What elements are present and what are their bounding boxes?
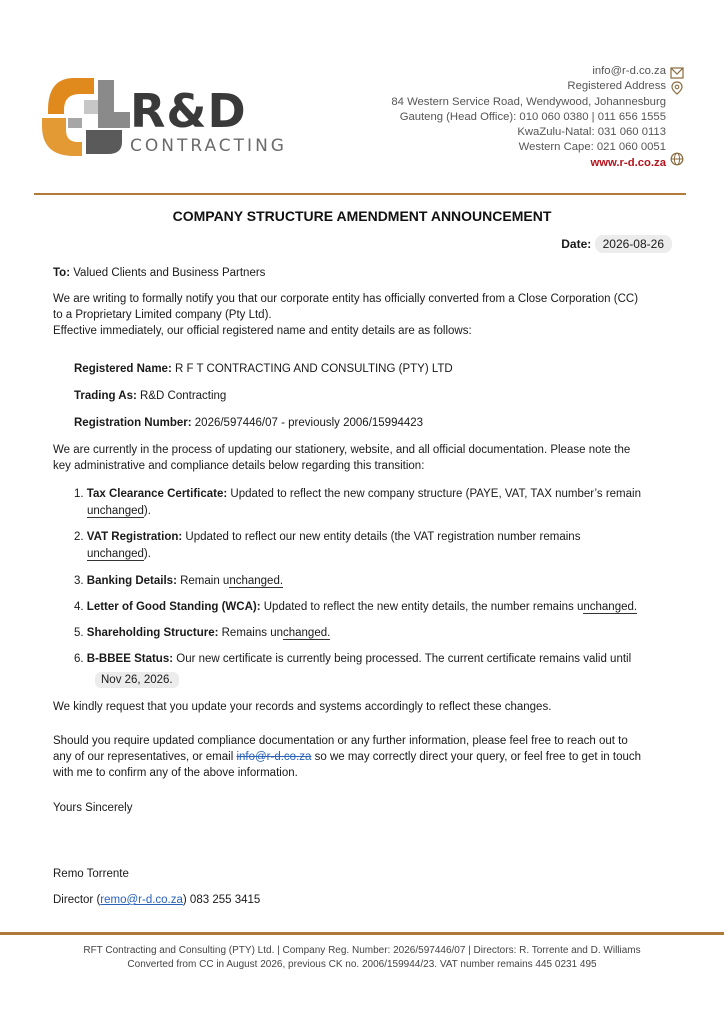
to-value: Valued Clients and Business Partners: [73, 267, 266, 279]
to-label: To:: [53, 267, 71, 279]
list-item-text: Our new certificate is currently being processed. The current certificate remains valid until: [176, 653, 632, 665]
update-paragraph: [53, 442, 673, 474]
list-item: [74, 573, 669, 590]
list-item-number: 1.: [74, 488, 84, 500]
date-value: 2026-08-26: [595, 235, 672, 253]
trading-as-line: [74, 388, 694, 404]
list-item-text: Remain u: [180, 575, 230, 587]
globe-icon: [670, 152, 684, 166]
trading-as-label: Trading As:: [74, 390, 137, 402]
contact-line-2-post: so we may correctly direct your query, or feel free to get in touch: [311, 751, 642, 763]
list-item-underlined: nchanged.: [583, 601, 638, 613]
list-item-tail: ).: [143, 547, 151, 560]
contact-email[interactable]: info@r-d.co.za: [592, 65, 666, 77]
registration-number-value: 2026/597446/07 - previously 2006/15994423: [194, 417, 424, 429]
sign-off: Yours Sincerely: [53, 802, 133, 814]
list-item-underlined: unchanged: [87, 504, 144, 517]
list-item-text: Remains un: [221, 627, 283, 639]
logo-wordmark: R&D: [130, 84, 247, 138]
list-item-text: Updated to reflect the new entity details, the number remains u: [263, 601, 584, 613]
to-line: [53, 265, 673, 281]
contact-line-2-pre: any of our representatives, or email: [53, 751, 237, 763]
list-item: [74, 651, 669, 688]
footer-line-2: Converted from CC in August 2026, previous CK no. 2006/159944/23. VAT number remains 445 0231 495: [127, 959, 597, 970]
list-item-number: 6.: [74, 653, 84, 665]
request-paragraph: We kindly request that you update your records and systems accordingly to reflect these changes.: [53, 701, 552, 713]
list-item-label: Shareholding Structure:: [86, 627, 219, 639]
contact-line-2: [53, 749, 673, 765]
contact-line-3: with me to confirm any of the above information.: [53, 767, 298, 779]
list-item: [74, 529, 669, 562]
signer-email-link[interactable]: remo@r-d.co.za: [100, 894, 183, 906]
update-line-2: key administrative and compliance details below regarding this transition:: [53, 460, 425, 472]
intro-line-2: to a Proprietary Limited company (Pty Ltd).: [53, 309, 272, 321]
signer-title-post: ) 083 255 3415: [182, 894, 261, 906]
bbbee-expiry-date: Nov 26, 2026.: [95, 672, 179, 688]
mail-icon: [670, 66, 684, 80]
logo-emblem-icon: [34, 70, 134, 160]
registration-number-label: Registration Number:: [74, 417, 192, 429]
footer-line-1: RFT Contracting and Consulting (PTY) Ltd. | Company Reg. Number: 2026/597446/07 | Directors: R. Torrente and D. Williams: [83, 945, 641, 956]
footer: [0, 944, 724, 972]
list-item-underlined: unchanged: [87, 547, 144, 560]
intro-paragraph: [53, 291, 673, 339]
trading-as-value: R&D Contracting: [140, 390, 227, 402]
location-pin-icon: [670, 81, 684, 95]
list-item-label: Letter of Good Standing (WCA):: [86, 601, 261, 613]
list-item-number: 5.: [74, 627, 84, 639]
contact-gauteng: Gauteng (Head Office): 010 060 0380 | 011 656 1555: [399, 110, 666, 123]
update-line-1: We are currently in the process of updating our stationery, website, and all official documentation. Please note the: [53, 444, 631, 456]
date-line: [561, 237, 672, 251]
registration-number-line: [74, 415, 694, 431]
intro-line-3: Effective immediately, our official registered name and entity details are as follows:: [53, 325, 472, 337]
contact-paragraph: [53, 733, 673, 781]
list-item-label: VAT Registration:: [86, 531, 183, 543]
list-item-label: B-BBEE Status:: [86, 653, 174, 665]
info-email-link[interactable]: info@r-d.co.za: [236, 751, 312, 763]
list-item-number: 3.: [74, 575, 84, 587]
contact-kzn: KwaZulu-Natal: 031 060 0113: [517, 126, 666, 139]
list-item: [74, 599, 669, 616]
list-item-label: Banking Details:: [86, 575, 177, 587]
list-item-number: 2.: [74, 531, 84, 543]
contact-block: [391, 64, 666, 171]
intro-line-1: We are writing to formally notify you that our corporate entity has officially converted from a Close Corporation (CC): [53, 293, 639, 305]
registered-name-value: R F T CONTRACTING AND CONSULTING (PTY) LTD: [175, 363, 453, 375]
header-divider: [34, 193, 686, 195]
signer-title: [53, 892, 673, 908]
signer-name: Remo Torrente: [53, 868, 129, 880]
list-item-label: Tax Clearance Certificate:: [86, 488, 228, 500]
list-item-text: Updated to reflect our new entity details (the VAT registration number remains: [185, 531, 581, 543]
contact-line-1: Should you require updated compliance documentation or any further information, please feel free to reach out to: [53, 735, 628, 747]
logo-subtitle: CONTRACTING: [130, 136, 287, 156]
signer-title-pre: Director (: [53, 894, 101, 906]
list-item-text: Updated to reflect the new company structure (PAYE, VAT, TAX number’s remain: [230, 488, 641, 500]
contact-address-label: Registered Address: [567, 80, 666, 93]
footer-divider: [0, 932, 724, 935]
list-item: [74, 625, 669, 642]
date-label: Date:: [561, 237, 592, 251]
list-item-underlined: changed.: [283, 627, 331, 639]
list-item-underlined: nchanged.: [229, 575, 284, 587]
company-logo: [34, 70, 304, 160]
contact-wc: Western Cape: 021 060 0051: [518, 141, 666, 154]
contact-address: 84 Western Service Road, Wendywood, Johannesburg: [391, 95, 666, 108]
registered-name-label: Registered Name:: [74, 363, 172, 375]
registered-name-line: [74, 361, 694, 377]
list-item-tail: ).: [143, 504, 151, 517]
list-item: [74, 486, 669, 519]
list-item-number: 4.: [74, 601, 84, 613]
contact-website[interactable]: www.r-d.co.za: [590, 156, 666, 169]
page-title: COMPANY STRUCTURE AMENDMENT ANNOUNCEMENT: [172, 208, 552, 224]
